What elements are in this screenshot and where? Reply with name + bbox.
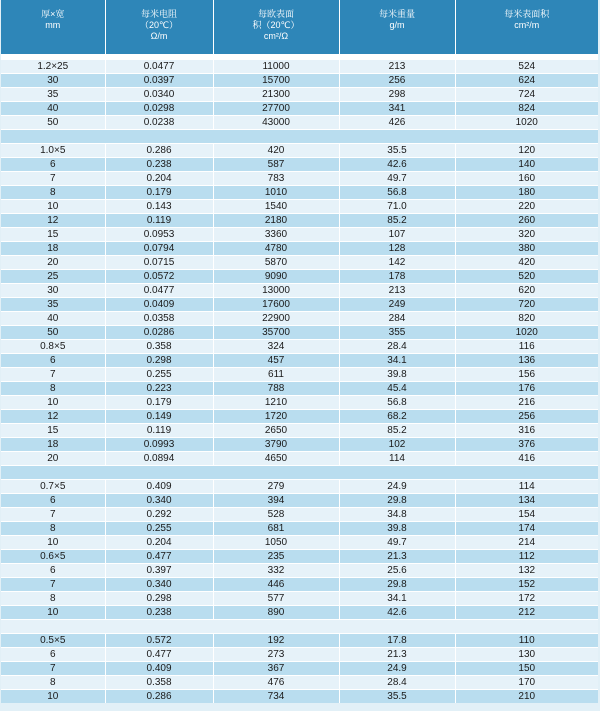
cell-weight: 426 bbox=[339, 116, 455, 130]
cell-size: 15 bbox=[1, 228, 105, 242]
cell-surface: 214 bbox=[455, 536, 598, 550]
cell-surface-per-ohm: 235 bbox=[213, 550, 339, 564]
spec-table bbox=[1, 0, 598, 703]
cell-surface: 114 bbox=[455, 480, 598, 494]
table-row bbox=[1, 662, 598, 676]
cell-surface-per-ohm: 4650 bbox=[213, 452, 339, 466]
cell-resistance: 0.0953 bbox=[105, 228, 213, 242]
cell-surface-per-ohm: 1720 bbox=[213, 410, 339, 424]
table-row bbox=[1, 256, 598, 270]
cell-surface-per-ohm: 332 bbox=[213, 564, 339, 578]
cell-resistance: 0.119 bbox=[105, 424, 213, 438]
cell-weight: 284 bbox=[339, 312, 455, 326]
cell-weight: 34.8 bbox=[339, 508, 455, 522]
header-surface-per-ohm bbox=[213, 0, 339, 57]
cell-size: 0.6×5 bbox=[1, 550, 105, 564]
cell-surface-per-ohm: 324 bbox=[213, 340, 339, 354]
table-row bbox=[1, 396, 598, 410]
cell-surface-per-ohm: 528 bbox=[213, 508, 339, 522]
cell-surface: 256 bbox=[455, 410, 598, 424]
cell-surface-per-ohm: 681 bbox=[213, 522, 339, 536]
cell-surface-per-ohm: 3360 bbox=[213, 228, 339, 242]
table-row bbox=[1, 634, 598, 648]
cell-resistance: 0.179 bbox=[105, 396, 213, 410]
cell-surface-per-ohm: 5870 bbox=[213, 256, 339, 270]
header-line: mm bbox=[45, 20, 61, 30]
cell-surface-per-ohm: 22900 bbox=[213, 312, 339, 326]
cell-surface: 260 bbox=[455, 214, 598, 228]
cell-weight: 68.2 bbox=[339, 410, 455, 424]
cell-surface-per-ohm: 27700 bbox=[213, 102, 339, 116]
cell-weight: 256 bbox=[339, 74, 455, 88]
cell-weight: 42.6 bbox=[339, 606, 455, 620]
cell-surface-per-ohm: 279 bbox=[213, 480, 339, 494]
header-line: cm²/m bbox=[514, 20, 540, 30]
cell-size: 0.5×5 bbox=[1, 634, 105, 648]
cell-size: 6 bbox=[1, 494, 105, 508]
table-row bbox=[1, 270, 598, 284]
cell-size: 20 bbox=[1, 452, 105, 466]
table-row bbox=[1, 88, 598, 102]
cell-resistance: 0.204 bbox=[105, 536, 213, 550]
cell-resistance: 0.223 bbox=[105, 382, 213, 396]
cell-size: 20 bbox=[1, 256, 105, 270]
cell-surface: 520 bbox=[455, 270, 598, 284]
header-line: 每米重量 bbox=[378, 9, 415, 19]
cell-surface: 110 bbox=[455, 634, 598, 648]
header-line: cm²/Ω bbox=[263, 31, 289, 41]
cell-size: 1.2×25 bbox=[1, 57, 105, 74]
header-line: g/m bbox=[389, 20, 405, 30]
cell-size: 7 bbox=[1, 508, 105, 522]
cell-weight: 142 bbox=[339, 256, 455, 270]
cell-surface: 132 bbox=[455, 564, 598, 578]
table-row bbox=[1, 522, 598, 536]
cell-resistance: 0.0298 bbox=[105, 102, 213, 116]
cell-surface-per-ohm: 9090 bbox=[213, 270, 339, 284]
cell-resistance: 0.0477 bbox=[105, 57, 213, 74]
cell-resistance: 0.477 bbox=[105, 648, 213, 662]
cell-surface: 140 bbox=[455, 158, 598, 172]
table-row bbox=[1, 186, 598, 200]
cell-surface: 170 bbox=[455, 676, 598, 690]
cell-surface-per-ohm: 11000 bbox=[213, 57, 339, 74]
table-row bbox=[1, 158, 598, 172]
cell-surface-per-ohm: 367 bbox=[213, 662, 339, 676]
cell-weight: 24.9 bbox=[339, 662, 455, 676]
cell-size: 10 bbox=[1, 606, 105, 620]
table-row bbox=[1, 676, 598, 690]
cell-size: 0.7×5 bbox=[1, 480, 105, 494]
header-thickness-width bbox=[1, 0, 105, 57]
cell-size: 30 bbox=[1, 74, 105, 88]
cell-surface: 134 bbox=[455, 494, 598, 508]
cell-size: 12 bbox=[1, 214, 105, 228]
cell-surface-per-ohm: 192 bbox=[213, 634, 339, 648]
cell-size: 8 bbox=[1, 382, 105, 396]
header-line: （20℃） bbox=[139, 20, 179, 30]
cell-resistance: 0.0286 bbox=[105, 326, 213, 340]
cell-size: 40 bbox=[1, 312, 105, 326]
table-row bbox=[1, 242, 598, 256]
cell-weight: 34.1 bbox=[339, 592, 455, 606]
cell-resistance: 0.409 bbox=[105, 662, 213, 676]
cell-surface: 220 bbox=[455, 200, 598, 214]
table-row bbox=[1, 326, 598, 340]
cell-weight: 39.8 bbox=[339, 522, 455, 536]
cell-surface-per-ohm: 2650 bbox=[213, 424, 339, 438]
cell-size: 50 bbox=[1, 116, 105, 130]
table-row bbox=[1, 228, 598, 242]
table-row bbox=[1, 382, 598, 396]
table-row bbox=[1, 74, 598, 88]
cell-weight: 213 bbox=[339, 284, 455, 298]
cell-surface-per-ohm: 446 bbox=[213, 578, 339, 592]
table-row bbox=[1, 116, 598, 130]
cell-resistance: 0.397 bbox=[105, 564, 213, 578]
cell-weight: 21.3 bbox=[339, 550, 455, 564]
header-line: 每欧表面 bbox=[257, 9, 294, 19]
cell-surface: 160 bbox=[455, 172, 598, 186]
table-row bbox=[1, 214, 598, 228]
cell-size: 7 bbox=[1, 368, 105, 382]
cell-surface-per-ohm: 1540 bbox=[213, 200, 339, 214]
cell-size: 10 bbox=[1, 396, 105, 410]
cell-weight: 45.4 bbox=[339, 382, 455, 396]
cell-weight: 39.8 bbox=[339, 368, 455, 382]
table-row bbox=[1, 284, 598, 298]
cell-resistance: 0.255 bbox=[105, 522, 213, 536]
cell-size: 10 bbox=[1, 690, 105, 704]
cell-surface-per-ohm: 35700 bbox=[213, 326, 339, 340]
cell-surface: 624 bbox=[455, 74, 598, 88]
cell-surface: 180 bbox=[455, 186, 598, 200]
table-row bbox=[1, 578, 598, 592]
cell-size: 18 bbox=[1, 438, 105, 452]
cell-size: 50 bbox=[1, 326, 105, 340]
table-row bbox=[1, 354, 598, 368]
cell-surface: 724 bbox=[455, 88, 598, 102]
table-row bbox=[1, 648, 598, 662]
cell-size: 6 bbox=[1, 158, 105, 172]
cell-resistance: 0.255 bbox=[105, 368, 213, 382]
cell-size: 8 bbox=[1, 522, 105, 536]
cell-resistance: 0.0409 bbox=[105, 298, 213, 312]
table-row bbox=[1, 368, 598, 382]
cell-surface-per-ohm: 21300 bbox=[213, 88, 339, 102]
spacer-row bbox=[1, 620, 598, 634]
table-row bbox=[1, 298, 598, 312]
cell-surface: 174 bbox=[455, 522, 598, 536]
header-line: 每米电阻 bbox=[140, 9, 177, 19]
cell-weight: 85.2 bbox=[339, 424, 455, 438]
cell-size: 40 bbox=[1, 102, 105, 116]
cell-resistance: 0.0340 bbox=[105, 88, 213, 102]
cell-surface-per-ohm: 783 bbox=[213, 172, 339, 186]
cell-surface-per-ohm: 1050 bbox=[213, 536, 339, 550]
cell-surface: 380 bbox=[455, 242, 598, 256]
cell-size: 30 bbox=[1, 284, 105, 298]
cell-weight: 128 bbox=[339, 242, 455, 256]
cell-surface-per-ohm: 587 bbox=[213, 158, 339, 172]
cell-weight: 28.4 bbox=[339, 676, 455, 690]
cell-surface-per-ohm: 577 bbox=[213, 592, 339, 606]
cell-surface: 320 bbox=[455, 228, 598, 242]
cell-size: 7 bbox=[1, 662, 105, 676]
cell-weight: 114 bbox=[339, 452, 455, 466]
cell-surface: 820 bbox=[455, 312, 598, 326]
cell-weight: 249 bbox=[339, 298, 455, 312]
cell-resistance: 0.286 bbox=[105, 144, 213, 158]
cell-surface-per-ohm: 420 bbox=[213, 144, 339, 158]
cell-size: 0.8×5 bbox=[1, 340, 105, 354]
cell-weight: 29.8 bbox=[339, 494, 455, 508]
cell-surface: 1020 bbox=[455, 116, 598, 130]
table-body bbox=[1, 57, 598, 703]
cell-resistance: 0.0993 bbox=[105, 438, 213, 452]
cell-surface: 720 bbox=[455, 298, 598, 312]
cell-resistance: 0.358 bbox=[105, 676, 213, 690]
cell-surface-per-ohm: 1010 bbox=[213, 186, 339, 200]
cell-surface-per-ohm: 734 bbox=[213, 690, 339, 704]
cell-size: 7 bbox=[1, 172, 105, 186]
spacer-cell bbox=[1, 130, 598, 144]
cell-surface: 210 bbox=[455, 690, 598, 704]
spacer-row bbox=[1, 130, 598, 144]
cell-weight: 56.8 bbox=[339, 396, 455, 410]
cell-size: 18 bbox=[1, 242, 105, 256]
cell-resistance: 0.0358 bbox=[105, 312, 213, 326]
cell-resistance: 0.572 bbox=[105, 634, 213, 648]
cell-resistance: 0.238 bbox=[105, 158, 213, 172]
table-row bbox=[1, 57, 598, 74]
cell-surface-per-ohm: 4780 bbox=[213, 242, 339, 256]
cell-weight: 213 bbox=[339, 57, 455, 74]
cell-surface-per-ohm: 457 bbox=[213, 354, 339, 368]
cell-weight: 178 bbox=[339, 270, 455, 284]
cell-size: 12 bbox=[1, 410, 105, 424]
header-line: 厚×宽 bbox=[41, 9, 65, 19]
cell-weight: 71.0 bbox=[339, 200, 455, 214]
cell-size: 10 bbox=[1, 536, 105, 550]
cell-resistance: 0.298 bbox=[105, 354, 213, 368]
cell-size: 6 bbox=[1, 564, 105, 578]
cell-resistance: 0.286 bbox=[105, 690, 213, 704]
cell-weight: 29.8 bbox=[339, 578, 455, 592]
cell-weight: 102 bbox=[339, 438, 455, 452]
cell-surface-per-ohm: 476 bbox=[213, 676, 339, 690]
header-line: 每米表面积 bbox=[504, 9, 550, 19]
spacer-cell bbox=[1, 620, 598, 634]
cell-weight: 35.5 bbox=[339, 144, 455, 158]
cell-surface: 120 bbox=[455, 144, 598, 158]
cell-surface-per-ohm: 15700 bbox=[213, 74, 339, 88]
cell-weight: 28.4 bbox=[339, 340, 455, 354]
cell-weight: 34.1 bbox=[339, 354, 455, 368]
cell-size: 10 bbox=[1, 200, 105, 214]
cell-weight: 56.8 bbox=[339, 186, 455, 200]
table-row bbox=[1, 564, 598, 578]
cell-surface-per-ohm: 43000 bbox=[213, 116, 339, 130]
cell-surface: 216 bbox=[455, 396, 598, 410]
table-row bbox=[1, 102, 598, 116]
cell-resistance: 0.0572 bbox=[105, 270, 213, 284]
cell-weight: 355 bbox=[339, 326, 455, 340]
cell-weight: 17.8 bbox=[339, 634, 455, 648]
cell-surface: 620 bbox=[455, 284, 598, 298]
cell-size: 25 bbox=[1, 270, 105, 284]
cell-surface: 1020 bbox=[455, 326, 598, 340]
table-row bbox=[1, 606, 598, 620]
cell-surface-per-ohm: 3790 bbox=[213, 438, 339, 452]
cell-weight: 49.7 bbox=[339, 172, 455, 186]
cell-surface: 150 bbox=[455, 662, 598, 676]
cell-surface: 172 bbox=[455, 592, 598, 606]
cell-resistance: 0.204 bbox=[105, 172, 213, 186]
cell-resistance: 0.340 bbox=[105, 494, 213, 508]
cell-resistance: 0.119 bbox=[105, 214, 213, 228]
cell-size: 8 bbox=[1, 186, 105, 200]
cell-size: 7 bbox=[1, 578, 105, 592]
header-weight-per-meter bbox=[339, 0, 455, 57]
table-row bbox=[1, 438, 598, 452]
cell-resistance: 0.298 bbox=[105, 592, 213, 606]
table-row bbox=[1, 550, 598, 564]
cell-surface: 176 bbox=[455, 382, 598, 396]
cell-surface-per-ohm: 273 bbox=[213, 648, 339, 662]
cell-weight: 21.3 bbox=[339, 648, 455, 662]
cell-resistance: 0.238 bbox=[105, 606, 213, 620]
cell-resistance: 0.149 bbox=[105, 410, 213, 424]
cell-surface: 376 bbox=[455, 438, 598, 452]
table-row bbox=[1, 312, 598, 326]
header-resistance-per-meter bbox=[105, 0, 213, 57]
cell-size: 6 bbox=[1, 354, 105, 368]
cell-surface-per-ohm: 17600 bbox=[213, 298, 339, 312]
cell-surface-per-ohm: 13000 bbox=[213, 284, 339, 298]
cell-surface: 112 bbox=[455, 550, 598, 564]
spacer-row bbox=[1, 466, 598, 480]
cell-size: 35 bbox=[1, 298, 105, 312]
table-row bbox=[1, 480, 598, 494]
cell-surface: 212 bbox=[455, 606, 598, 620]
cell-weight: 42.6 bbox=[339, 158, 455, 172]
cell-size: 8 bbox=[1, 676, 105, 690]
cell-surface: 116 bbox=[455, 340, 598, 354]
header-surface-per-meter bbox=[455, 0, 598, 57]
cell-surface: 136 bbox=[455, 354, 598, 368]
cell-weight: 25.6 bbox=[339, 564, 455, 578]
cell-surface: 420 bbox=[455, 256, 598, 270]
cell-surface: 156 bbox=[455, 368, 598, 382]
cell-weight: 24.9 bbox=[339, 480, 455, 494]
table-row bbox=[1, 536, 598, 550]
table-row bbox=[1, 200, 598, 214]
cell-resistance: 0.0794 bbox=[105, 242, 213, 256]
table-row bbox=[1, 508, 598, 522]
cell-size: 35 bbox=[1, 88, 105, 102]
cell-surface-per-ohm: 2180 bbox=[213, 214, 339, 228]
table-row bbox=[1, 172, 598, 186]
cell-weight: 341 bbox=[339, 102, 455, 116]
cell-resistance: 0.0397 bbox=[105, 74, 213, 88]
cell-weight: 35.5 bbox=[339, 690, 455, 704]
table-row bbox=[1, 340, 598, 354]
table-row bbox=[1, 410, 598, 424]
cell-resistance: 0.0477 bbox=[105, 284, 213, 298]
cell-resistance: 0.0894 bbox=[105, 452, 213, 466]
cell-surface: 524 bbox=[455, 57, 598, 74]
cell-size: 15 bbox=[1, 424, 105, 438]
cell-surface: 824 bbox=[455, 102, 598, 116]
cell-size: 6 bbox=[1, 648, 105, 662]
cell-resistance: 0.143 bbox=[105, 200, 213, 214]
cell-surface: 316 bbox=[455, 424, 598, 438]
header-line: Ω/m bbox=[150, 31, 168, 41]
cell-weight: 298 bbox=[339, 88, 455, 102]
cell-resistance: 0.477 bbox=[105, 550, 213, 564]
cell-weight: 49.7 bbox=[339, 536, 455, 550]
table-header-row bbox=[1, 0, 598, 57]
cell-resistance: 0.292 bbox=[105, 508, 213, 522]
table-row bbox=[1, 424, 598, 438]
cell-resistance: 0.340 bbox=[105, 578, 213, 592]
table-row bbox=[1, 144, 598, 158]
cell-surface: 130 bbox=[455, 648, 598, 662]
cell-resistance: 0.0715 bbox=[105, 256, 213, 270]
table-row bbox=[1, 494, 598, 508]
cell-size: 1.0×5 bbox=[1, 144, 105, 158]
table-row bbox=[1, 452, 598, 466]
cell-surface-per-ohm: 394 bbox=[213, 494, 339, 508]
cell-weight: 85.2 bbox=[339, 214, 455, 228]
cell-surface-per-ohm: 788 bbox=[213, 382, 339, 396]
header-line: 积（20℃） bbox=[252, 20, 300, 30]
table-row bbox=[1, 592, 598, 606]
cell-resistance: 0.0238 bbox=[105, 116, 213, 130]
cell-resistance: 0.358 bbox=[105, 340, 213, 354]
cell-surface-per-ohm: 1210 bbox=[213, 396, 339, 410]
cell-size: 8 bbox=[1, 592, 105, 606]
cell-surface-per-ohm: 611 bbox=[213, 368, 339, 382]
cell-surface: 154 bbox=[455, 508, 598, 522]
cell-surface-per-ohm: 890 bbox=[213, 606, 339, 620]
cell-resistance: 0.179 bbox=[105, 186, 213, 200]
cell-weight: 107 bbox=[339, 228, 455, 242]
cell-surface: 416 bbox=[455, 452, 598, 466]
spacer-cell bbox=[1, 466, 598, 480]
table-row bbox=[1, 690, 598, 704]
cell-resistance: 0.409 bbox=[105, 480, 213, 494]
cell-surface: 152 bbox=[455, 578, 598, 592]
